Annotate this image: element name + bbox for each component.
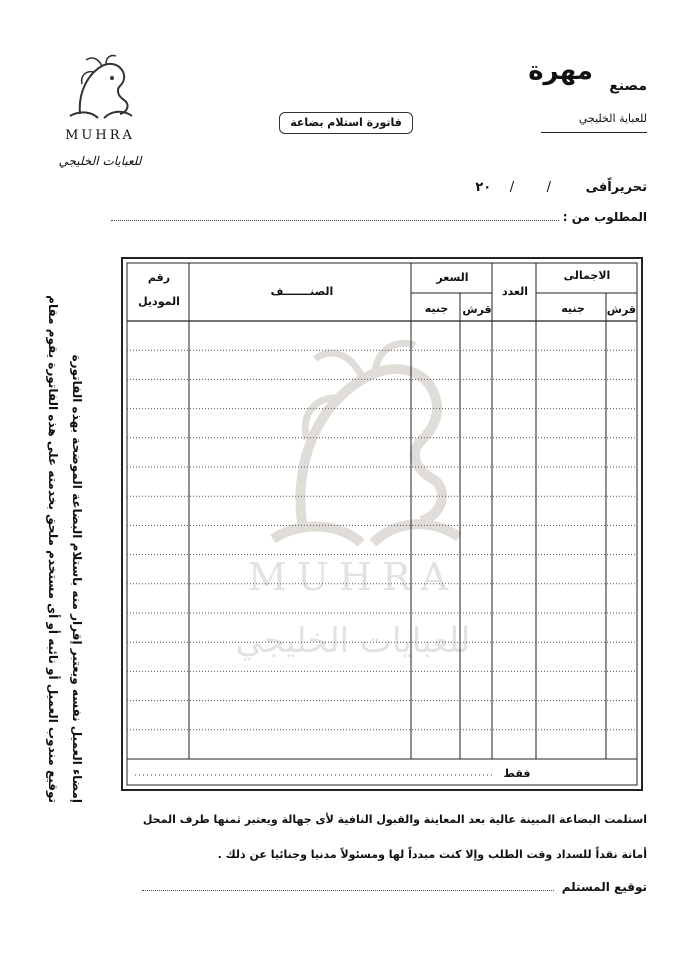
invoice-table [121,257,643,791]
date-separator: / [509,180,515,195]
date-label: تحريراًفى [585,180,647,195]
only-label: فقط [503,767,531,780]
footer-statement-line2: أمانة نقداً للسداد وقت الطلب وإلا كنت مبدداً لها ومسئولاً مدنيا وجنائيا عن ذلك . [217,848,647,861]
date-row [475,180,647,195]
logo-subtitle: للعبايات الخليجي [58,154,142,168]
col-price-pound: جنيه [424,302,449,315]
table-grid [123,259,641,789]
col-total-pound: جنيه [561,302,585,315]
watermark-latin: MUHRA [247,555,459,599]
date-separator: / [546,180,552,195]
receiver-signature-label: توقيع المستلم [561,880,647,894]
horse-logo-icon [40,52,160,128]
required-from-row [111,210,647,224]
factory-subtitle: للعباية الخليجي [578,112,647,125]
brand-logo [40,52,160,182]
factory-word: مصنع [609,78,647,94]
factory-name: مهرة [528,56,593,86]
invoice-title: فاتورة استلام بضاعة [279,112,413,134]
table-rows [127,350,637,730]
receiver-signature-row [142,880,647,894]
year-prefix: ٢٠ [475,180,492,195]
receiver-signature-field[interactable] [142,890,554,891]
logo-wordmark: MUHRA [65,128,135,143]
header-underline [541,132,647,133]
col-total-header: الاجمالى [563,269,611,282]
col-price-piaster: قرش [462,303,492,316]
watermark-arabic: للعبايات الخليجي [235,621,471,661]
footer-statement-line1: استلمت البضاعة المبينة عالية بعد المعاينة والقبول النافية لأى جهالة ويعتبر ثمنها طرف المحل [142,813,647,826]
col-model-header-2: الموديل [138,295,180,308]
col-item-header: الصنـــــــف [270,285,334,298]
col-price-header: السعر [436,271,469,284]
col-total-piaster: قرش [606,303,636,316]
col-count-header: العدد [501,285,529,298]
side-note-line1: توقيع مندوب العميل أو نائبه أو أى مستخدم ملحق بخدمته على هذه الفاتورة يقوم مقام [46,295,60,803]
side-note-line2: إمضاء العميل نفسه ويعتبر إقرار منه باستلام البضاعة الموضحة بهذه الفاتورة [70,354,84,803]
col-model-header-1: رقم [147,271,171,284]
required-from-field[interactable] [111,220,559,221]
required-from-label: المطلوب من : [562,210,647,224]
